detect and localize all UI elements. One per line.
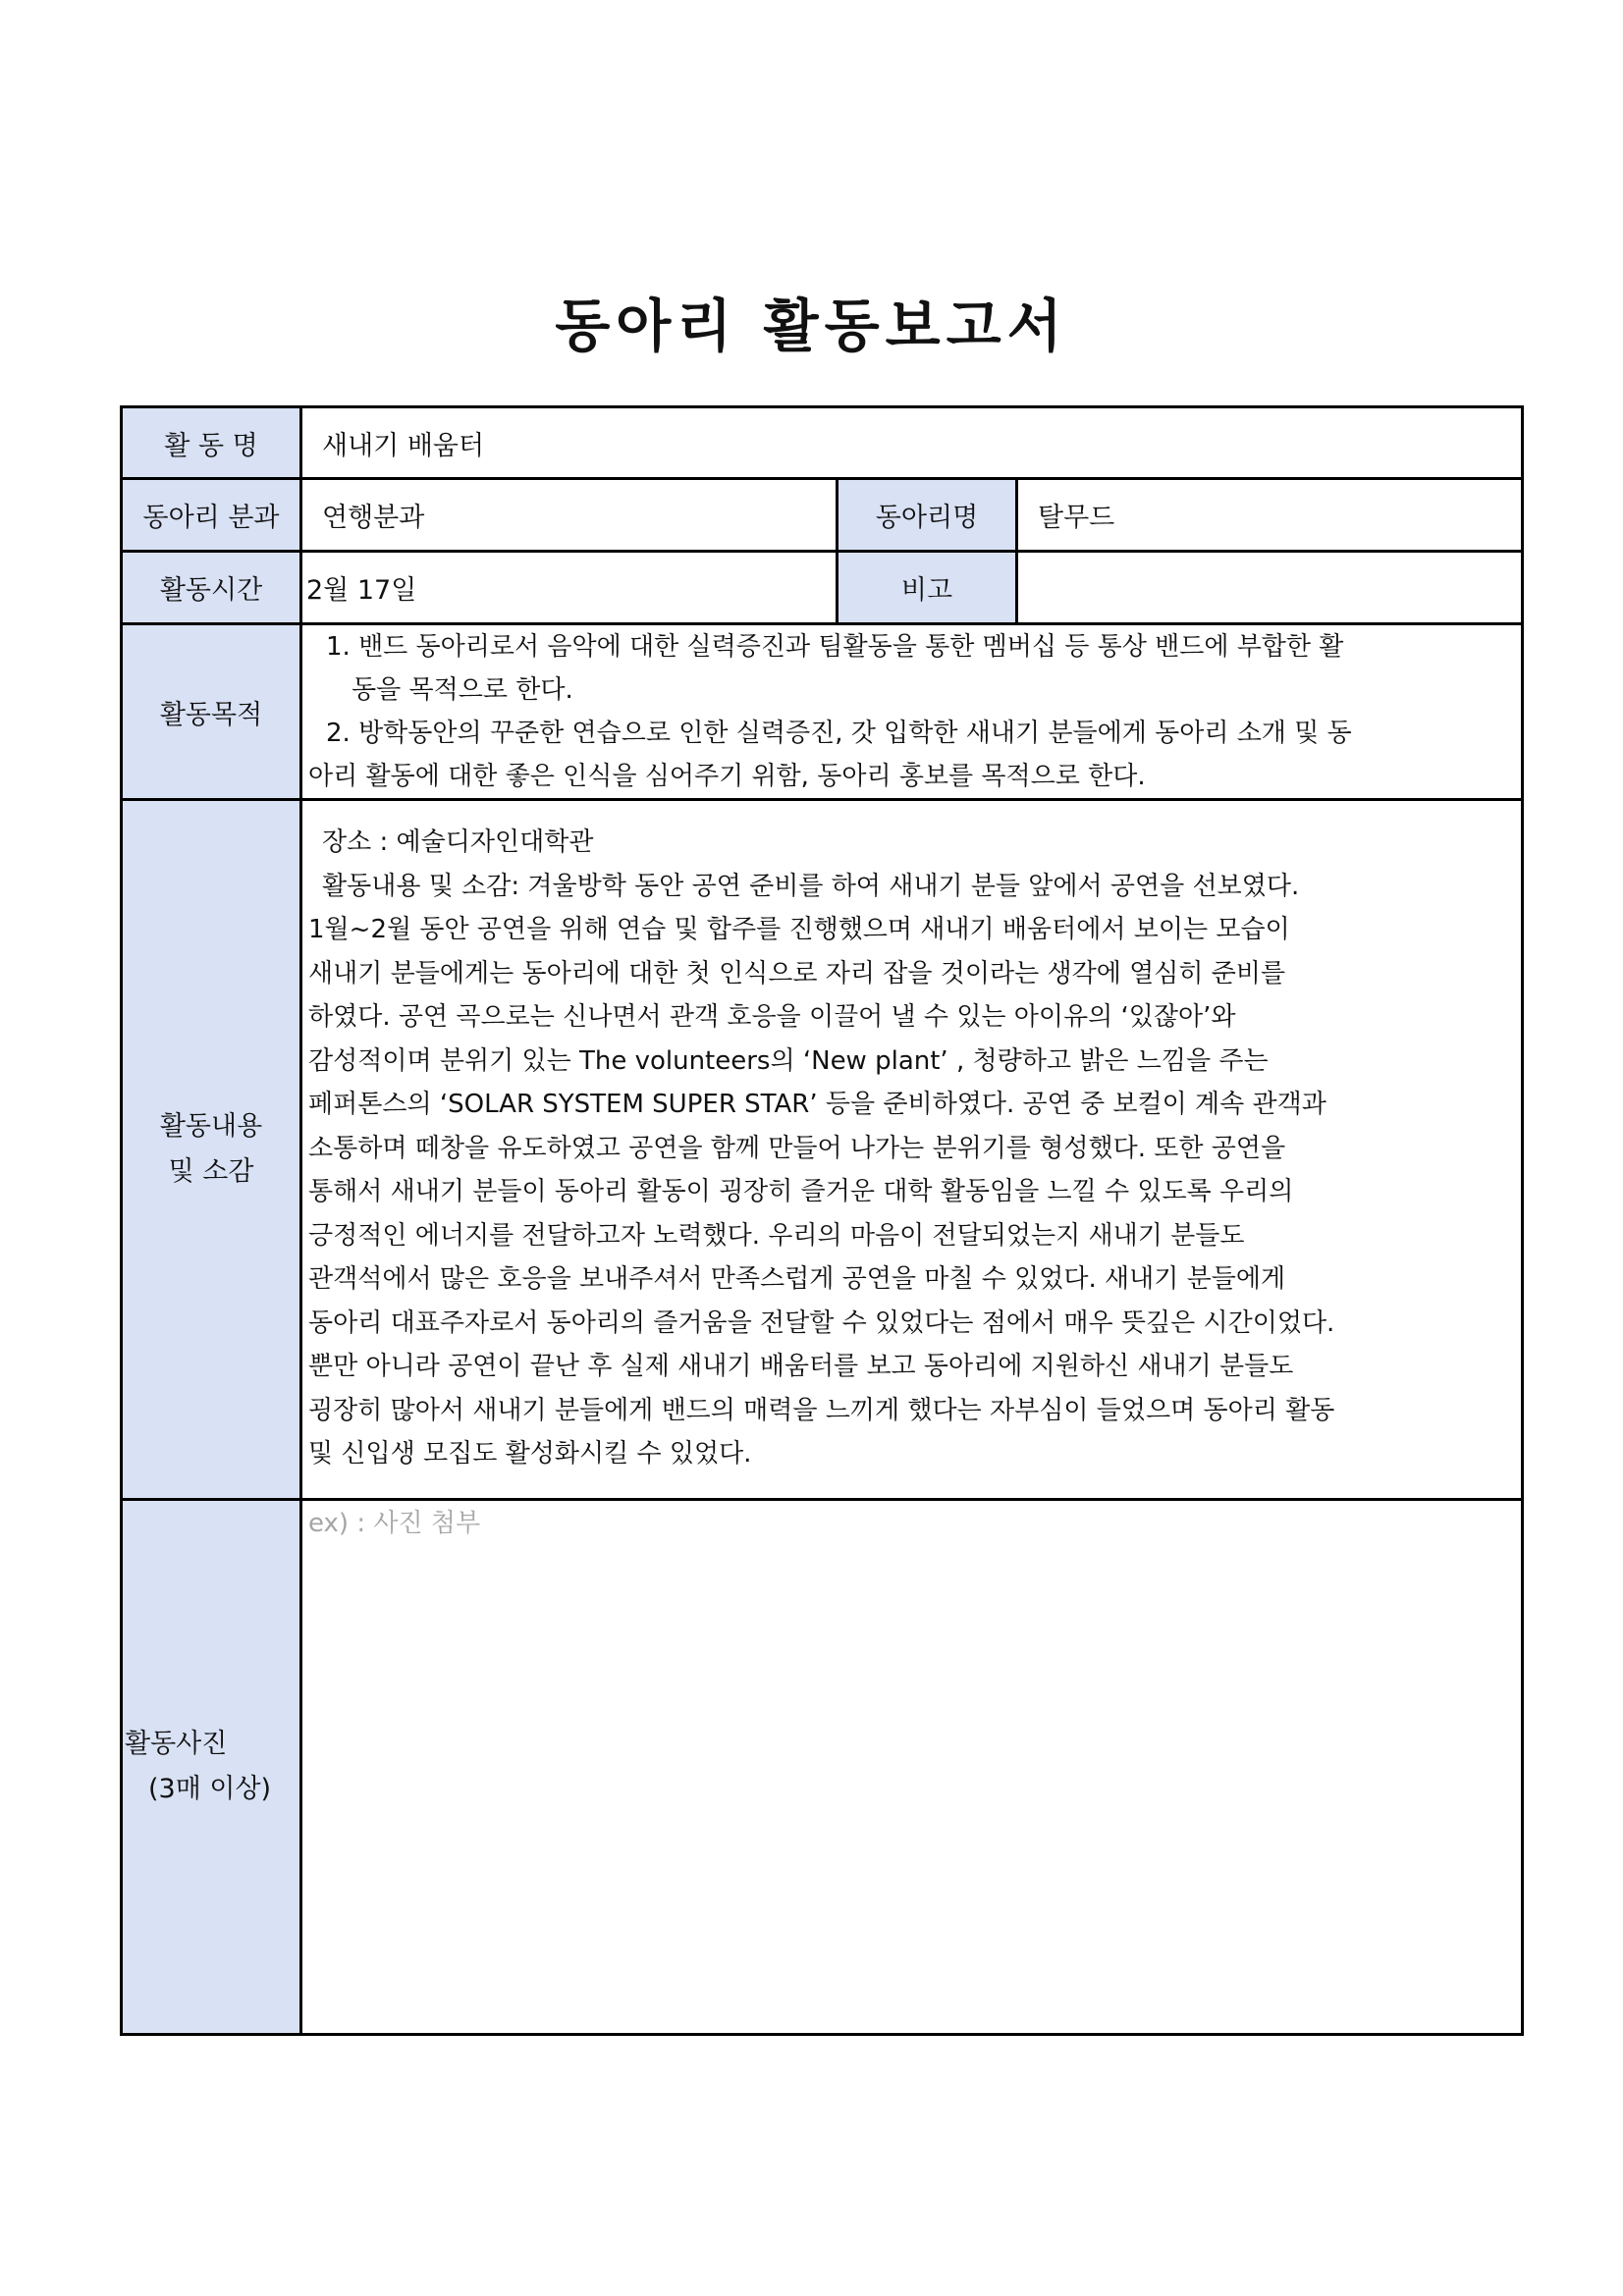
content-line: 새내기 분들에게는 동아리에 대한 첫 인식으로 자리 잡을 것이라는 생각에 열심히 준비를 xyxy=(308,958,1286,988)
row-photos xyxy=(122,1499,1523,2034)
content-line: 및 신입생 모집도 활성화시킬 수 있었다. xyxy=(308,1439,752,1468)
row-activity-name xyxy=(122,407,1523,479)
purpose-line: 아리 활동에 대한 좋은 인식을 심어주기 위함, 동아리 홍보를 목적으로 한다. xyxy=(308,762,1146,791)
photos-label-line1: 활동사진 xyxy=(125,1728,228,1759)
content-line: 소통하며 떼창을 유도하였고 공연을 함께 만들어 나가는 분위기를 형성했다. 또한 공연을 xyxy=(308,1133,1286,1163)
purpose-label: 활동목적 xyxy=(122,624,301,800)
purpose-line: 동을 목적으로 한다. xyxy=(352,675,573,705)
activity-time-value[interactable]: 2월 17일 xyxy=(301,552,838,624)
content-line: 뿐만 아니라 공연이 끝난 후 실제 새내기 배움터를 보고 동아리에 지원하신 새내기 분들도 xyxy=(308,1352,1294,1381)
content-line: 감성적이며 분위기 있는 The volunteers의 ‘New plant’ , 청량하고 밝은 느낌을 주는 xyxy=(308,1045,1269,1076)
content-line: 1월~2월 동안 공연을 위해 연습 및 합주를 진행했으며 새내기 배움터에서 보이는 모습이 xyxy=(308,915,1290,944)
content-line: 활동내용 및 소감: 겨울방학 동안 공연 준비를 하여 새내기 분들 앞에서 공연을 선보였다. xyxy=(322,871,1300,901)
document-title: 동아리 활동보고서 xyxy=(555,293,1068,359)
report-table xyxy=(120,405,1524,2036)
remarks-value[interactable] xyxy=(1017,552,1523,624)
content-line: 동아리 대표주자로서 동아리의 즐거움을 전달할 수 있었다는 점에서 매우 뜻깊은 시간이었다. xyxy=(308,1308,1335,1338)
purpose-value[interactable] xyxy=(301,624,1523,800)
activity-name-label: 활 동 명 xyxy=(122,407,301,479)
club-division-label: 동아리 분과 xyxy=(122,479,301,552)
content-line: 굉장히 많아서 새내기 분들에게 밴드의 매력을 느끼게 했다는 자부심이 들었으며 동아리 활동 xyxy=(308,1395,1335,1425)
content-label-line2: 및 소감 xyxy=(168,1155,254,1187)
club-name-label: 동아리명 xyxy=(838,479,1017,552)
content-value[interactable] xyxy=(301,800,1523,1500)
remarks-label: 비고 xyxy=(838,552,1017,624)
purpose-line: 1. 밴드 동아리로서 음악에 대한 실력증진과 팀활동을 통한 멤버십 등 통상 밴드에 부합한 활 xyxy=(326,632,1344,662)
content-line: 관객석에서 많은 호응을 보내주셔서 만족스럽게 공연을 마칠 수 있었다. 새내기 분들에게 xyxy=(308,1264,1286,1294)
content-line: 통해서 새내기 분들이 동아리 활동이 굉장히 즐거운 대학 활동임을 느낄 수 있도록 우리의 xyxy=(308,1177,1294,1206)
purpose-line: 2. 방학동안의 꾸준한 연습으로 인한 실력증진, 갓 입학한 새내기 분들에게 동아리 소개 및 동 xyxy=(326,719,1352,748)
content-label-line1: 활동내용 xyxy=(159,1110,263,1142)
row-content xyxy=(122,800,1523,1500)
photos-placeholder: ex) : 사진 첨부 xyxy=(308,1508,481,1538)
photos-area[interactable] xyxy=(301,1499,1523,2034)
activity-time-label: 활동시간 xyxy=(122,552,301,624)
photos-label xyxy=(122,1499,301,2034)
club-name-value[interactable]: 탈무드 xyxy=(1017,479,1523,552)
row-purpose xyxy=(122,624,1523,800)
content-line: 하였다. 공연 곡으로는 신나면서 관객 호응을 이끌어 낼 수 있는 아이유의 ‘있잖아’와 xyxy=(308,1002,1236,1032)
content-label xyxy=(122,800,301,1500)
row-activity-time xyxy=(122,552,1523,624)
row-club-division xyxy=(122,479,1523,552)
content-line: 페퍼톤스의 ‘SOLAR SYSTEM SUPER STAR’ 등을 준비하였다. 공연 중 보컬이 계속 관객과 xyxy=(308,1090,1326,1119)
content-line: 긍정적인 에너지를 전달하고자 노력했다. 우리의 마음이 전달되었는지 새내기 분들도 xyxy=(308,1220,1245,1251)
club-division-value[interactable]: 연행분과 xyxy=(301,479,838,552)
activity-name-value[interactable]: 새내기 배움터 xyxy=(301,407,1523,479)
content-line: 장소 : 예술디자인대학관 xyxy=(322,828,594,857)
photos-label-line2: (3매 이상) xyxy=(148,1773,272,1804)
